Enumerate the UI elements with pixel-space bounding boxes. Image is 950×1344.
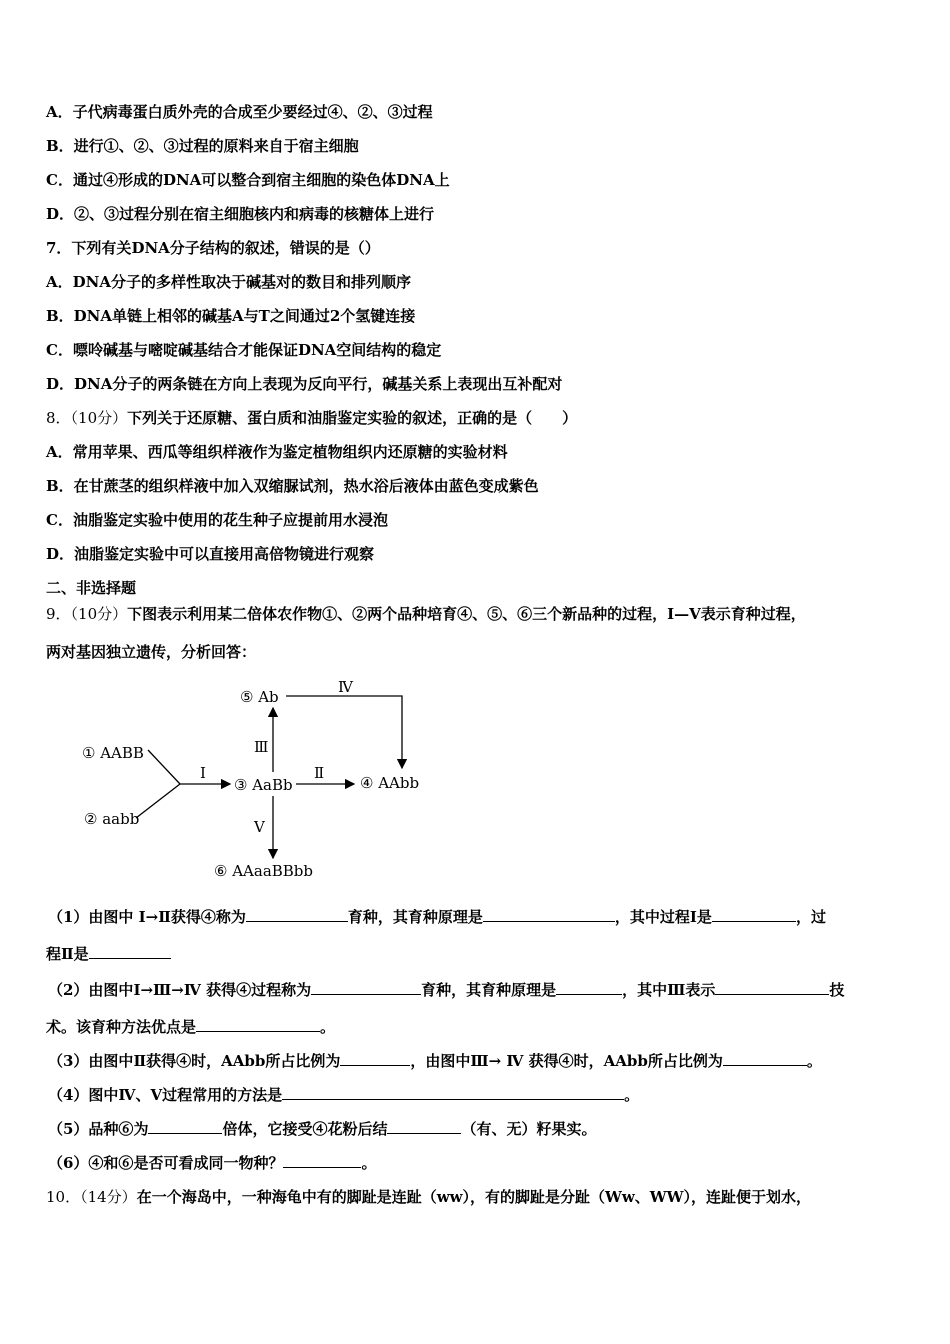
answer-blank[interactable] xyxy=(340,1051,410,1066)
answer-blank[interactable] xyxy=(246,907,348,922)
label-process-2: Ⅱ xyxy=(314,764,325,782)
q9-sub2-text-d: 技 xyxy=(829,981,845,999)
answer-blank[interactable] xyxy=(483,907,615,922)
q9-sub1-text-a: （1）由图中 Ⅰ→Ⅱ获得④称为 xyxy=(48,908,246,926)
q7-option-b: B．DNA单链上相邻的碱基A与T之间通过2个氢键连接 xyxy=(46,307,416,325)
q10-number: 10．（14分） xyxy=(46,1188,137,1206)
q9-sub5-text-b: 倍体，它接受④花粉后结 xyxy=(222,1120,388,1138)
label-process-5: Ⅴ xyxy=(254,818,265,836)
breeding-diagram xyxy=(70,672,430,886)
q9-sub2-text-e: 术。该育种方法优点是 xyxy=(46,1018,197,1036)
q9-sub3-text-b: ，由图中Ⅲ→ Ⅳ 获得④时，AAbb所占比例为 xyxy=(410,1052,723,1070)
q8-option-a: A．常用苹果、西瓜等组织样液作为鉴定植物组织内还原糖的实验材料 xyxy=(46,443,508,461)
node-3-aabb: ③ AaBb xyxy=(234,776,293,794)
q9-sub1-text-d: ，过 xyxy=(795,908,826,926)
q9-sub4 xyxy=(48,1085,639,1105)
q10-stem-line xyxy=(46,1187,811,1207)
q8-option-d: D．油脂鉴定实验中可以直接用高倍物镜进行观察 xyxy=(46,545,375,563)
q9-sub3-text-a: （3）由图中Ⅱ获得④时，AAbb所占比例为 xyxy=(48,1052,341,1070)
q9-sub4-text-b: 。 xyxy=(624,1086,640,1104)
q9-stem: 下图表示利用某二倍体农作物①、②两个品种培育④、⑤、⑥三个新品种的过程，Ⅰ—Ⅴ表示育种过程， xyxy=(127,605,806,623)
q9-sub2-text-a: （2）由图中Ⅰ→Ⅲ→Ⅳ 获得④过程称为 xyxy=(48,981,312,999)
q7-option-a: A．DNA分子的多样性取决于碱基对的数目和排列顺序 xyxy=(46,273,411,291)
q9-sub2-line1 xyxy=(48,980,844,1000)
q6-option-d: D．②、③过程分别在宿主细胞核内和病毒的核糖体上进行 xyxy=(46,205,435,223)
q9-sub6-text-b: 。 xyxy=(361,1154,377,1172)
label-process-1: Ⅰ xyxy=(200,764,206,782)
arrow-process-4 xyxy=(286,696,402,768)
q9-sub5-text-c: （有、无）籽果实。 xyxy=(461,1120,597,1138)
q9-sub2-text-b: 育种，其育种原理是 xyxy=(421,981,557,999)
node-1-aabb: ① AABB xyxy=(82,744,144,762)
answer-blank[interactable] xyxy=(283,1153,361,1168)
q8-option-c: C．油脂鉴定实验中使用的花生种子应提前用水浸泡 xyxy=(46,511,388,529)
section-title: 二、非选择题 xyxy=(46,579,137,597)
node-4-aabb: ④ AAbb xyxy=(360,774,420,792)
answer-blank[interactable] xyxy=(715,980,829,995)
answer-blank[interactable] xyxy=(89,944,171,959)
q9-sub2-line2 xyxy=(46,1017,335,1037)
q9-sub3 xyxy=(48,1051,822,1071)
q9-sub1-text-b: 育种，其育种原理是 xyxy=(347,908,483,926)
q7-stem: 7．下列有关DNA分子结构的叙述，错误的是（） xyxy=(46,239,380,257)
label-process-4: Ⅳ xyxy=(338,678,353,696)
q9-stem-line2: 两对基因独立遗传，分析回答： xyxy=(46,643,257,661)
answer-blank[interactable] xyxy=(387,1119,461,1134)
answer-blank[interactable] xyxy=(556,980,622,995)
q6-option-b: B．进行①、②、③过程的原料来自于宿主细胞 xyxy=(46,137,359,155)
q8-number: 8．（10分） xyxy=(46,409,128,427)
answer-blank[interactable] xyxy=(311,980,421,995)
answer-blank[interactable] xyxy=(196,1017,320,1032)
node-2-aabb: ② aabb xyxy=(84,810,140,828)
q9-stem-line1 xyxy=(46,604,806,624)
q7-option-c: C．嘌呤碱基与嘧啶碱基结合才能保证DNA空间结构的稳定 xyxy=(46,341,442,359)
answer-blank[interactable] xyxy=(282,1085,624,1100)
answer-blank[interactable] xyxy=(148,1119,222,1134)
q9-sub2-text-f: 。 xyxy=(320,1018,336,1036)
q7-option-d: D．DNA分子的两条链在方向上表现为反向平行，碱基关系上表现出互补配对 xyxy=(46,375,563,393)
q9-sub3-text-c: 。 xyxy=(806,1052,822,1070)
q6-option-a: A．子代病毒蛋白质外壳的合成至少要经过④、②、③过程 xyxy=(46,103,433,121)
q10-stem: 在一个海岛中，一种海龟中有的脚趾是连趾（ww），有的脚趾是分趾（Ww、WW），连趾便于划水， xyxy=(136,1188,811,1206)
q9-sub1-text-c: ，其中过程Ⅰ是 xyxy=(614,908,712,926)
line-2-to-junction xyxy=(136,784,180,818)
answer-blank[interactable] xyxy=(723,1051,807,1066)
q9-sub1-line1 xyxy=(48,907,826,927)
q9-sub5 xyxy=(48,1119,596,1139)
node-6-aaaabbbb: ⑥ AAaaBBbb xyxy=(214,862,314,880)
q8-stem-line xyxy=(46,408,577,428)
answer-blank[interactable] xyxy=(712,907,796,922)
line-1-to-junction xyxy=(148,750,180,784)
label-process-3: Ⅲ xyxy=(254,738,269,756)
node-5-ab: ⑤ Ab xyxy=(240,688,279,706)
q9-sub2-text-c: ，其中Ⅲ表示 xyxy=(622,981,716,999)
q9-number: 9．（10分） xyxy=(46,605,128,623)
q8-option-b: B．在甘蔗茎的组织样液中加入双缩脲试剂，热水浴后液体由蓝色变成紫色 xyxy=(46,477,539,495)
q9-sub6-text-a: （6）④和⑥是否可看成同一物种？ xyxy=(48,1154,284,1172)
q6-option-c: C．通过④形成的DNA可以整合到宿主细胞的染色体DNA上 xyxy=(46,171,450,189)
q9-sub1-line2 xyxy=(46,944,171,964)
q8-stem: 下列关于还原糖、蛋白质和油脂鉴定实验的叙述，正确的是（ ） xyxy=(127,409,578,427)
q9-sub1-text-e: 程Ⅱ是 xyxy=(46,945,89,963)
q9-sub6 xyxy=(48,1153,376,1173)
q9-sub5-text-a: （5）品种⑥为 xyxy=(48,1120,149,1138)
q9-sub4-text-a: （4）图中Ⅳ、Ⅴ过程常用的方法是 xyxy=(48,1086,283,1104)
